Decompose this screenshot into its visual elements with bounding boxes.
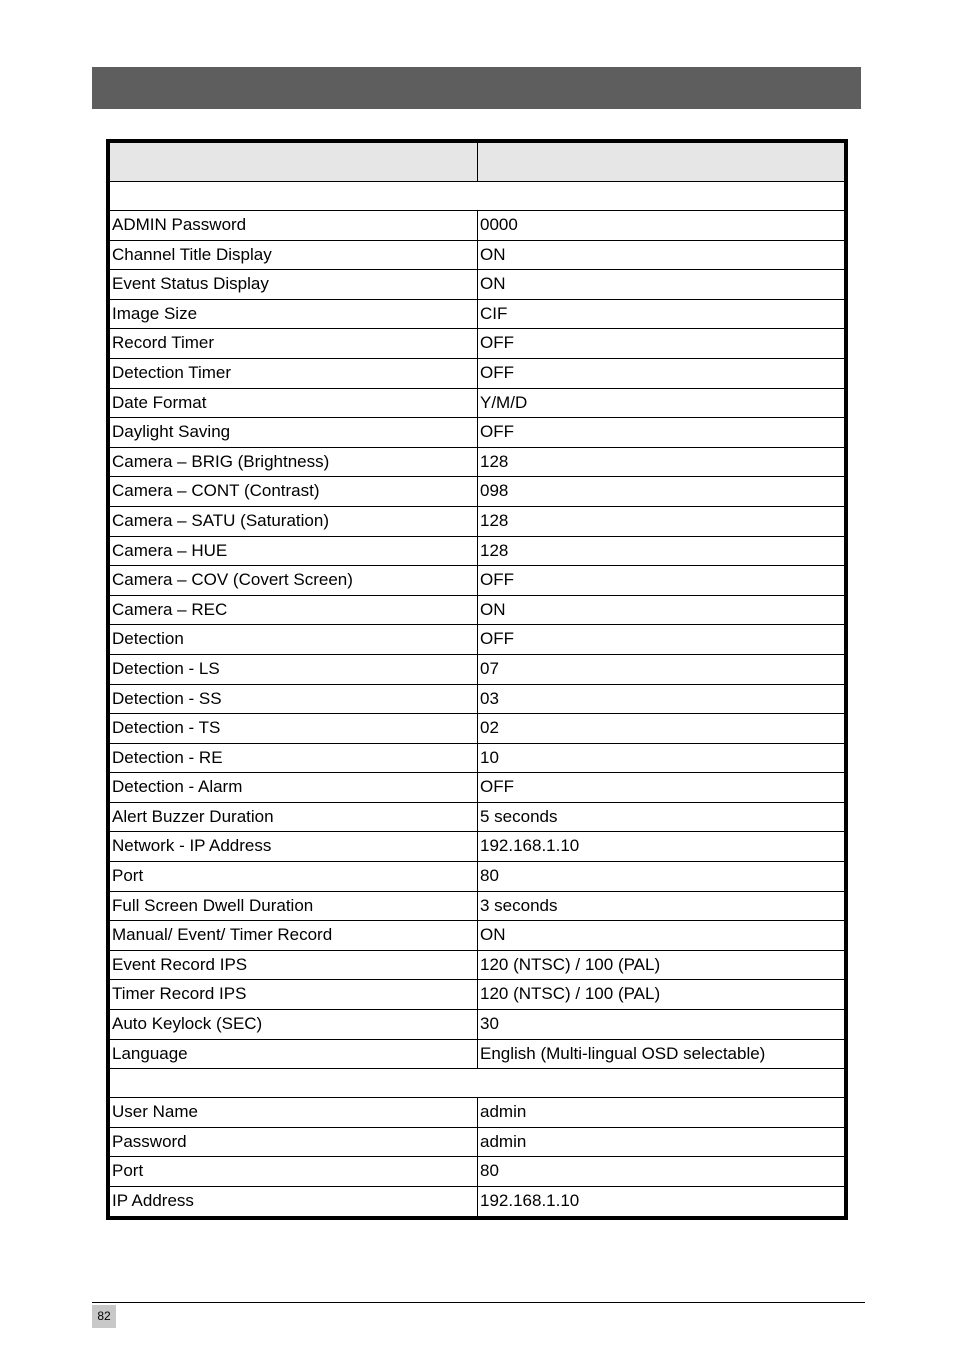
table-row	[110, 773, 845, 803]
setting-name-cell: Event Status Display	[110, 270, 478, 300]
setting-value-cell: 80	[478, 1157, 845, 1187]
setting-name-cell: Image Size	[110, 299, 478, 329]
setting-name-cell: Manual/ Event/ Timer Record	[110, 921, 478, 951]
table-row	[110, 595, 845, 625]
setting-name-cell: Port	[110, 862, 478, 892]
default-settings-table	[106, 139, 848, 1220]
header-cell-value	[478, 143, 845, 182]
table-row	[110, 536, 845, 566]
setting-name-cell: Record Timer	[110, 329, 478, 359]
setting-name-cell: IP Address	[110, 1187, 478, 1217]
table-row	[110, 211, 845, 241]
setting-value-cell: OFF	[478, 566, 845, 596]
table-row	[110, 418, 845, 448]
setting-value-cell: ON	[478, 240, 845, 270]
setting-value-cell: admin	[478, 1127, 845, 1157]
chapter-header-bar	[92, 67, 861, 109]
table-row	[110, 802, 845, 832]
table-row	[110, 566, 845, 596]
setting-name-cell: Camera – REC	[110, 595, 478, 625]
page-number: 82	[92, 1305, 116, 1328]
setting-value-cell: OFF	[478, 329, 845, 359]
setting-value-cell: 128	[478, 536, 845, 566]
setting-value-cell: 120 (NTSC) / 100 (PAL)	[478, 950, 845, 980]
table-row	[110, 1127, 845, 1157]
setting-name-cell: Network - IP Address	[110, 832, 478, 862]
setting-value-cell: ON	[478, 270, 845, 300]
table-row	[110, 1187, 845, 1217]
setting-value-cell: CIF	[478, 299, 845, 329]
table-row	[110, 714, 845, 744]
section-label-2	[110, 1069, 845, 1098]
table-row	[110, 891, 845, 921]
setting-name-cell: Date Format	[110, 388, 478, 418]
table-row	[110, 506, 845, 536]
table-row	[110, 477, 845, 507]
setting-value-cell: 3 seconds	[478, 891, 845, 921]
section-row-2	[110, 1069, 845, 1098]
setting-value-cell: 128	[478, 506, 845, 536]
setting-name-cell: Daylight Saving	[110, 418, 478, 448]
setting-value-cell: 192.168.1.10	[478, 1187, 845, 1217]
header-cell-item	[110, 143, 478, 182]
table-row	[110, 1098, 845, 1128]
table-row	[110, 625, 845, 655]
setting-value-cell: OFF	[478, 418, 845, 448]
table-row	[110, 240, 845, 270]
setting-value-cell: 02	[478, 714, 845, 744]
setting-name-cell: Full Screen Dwell Duration	[110, 891, 478, 921]
setting-name-cell: Detection - LS	[110, 654, 478, 684]
table-row	[110, 684, 845, 714]
setting-value-cell: 03	[478, 684, 845, 714]
setting-name-cell: Alert Buzzer Duration	[110, 802, 478, 832]
table-row	[110, 358, 845, 388]
setting-value-cell: OFF	[478, 625, 845, 655]
setting-value-cell: 5 seconds	[478, 802, 845, 832]
setting-name-cell: Camera – HUE	[110, 536, 478, 566]
section-label-1	[110, 182, 845, 211]
table-row	[110, 329, 845, 359]
setting-value-cell: Y/M/D	[478, 388, 845, 418]
setting-name-cell: Detection	[110, 625, 478, 655]
table-row	[110, 921, 845, 951]
setting-name-cell: Detection - Alarm	[110, 773, 478, 803]
setting-value-cell: 30	[478, 1010, 845, 1040]
table-row	[110, 980, 845, 1010]
setting-value-cell: 0000	[478, 211, 845, 241]
table-row	[110, 832, 845, 862]
setting-value-cell: English (Multi-lingual OSD selectable)	[478, 1039, 845, 1069]
setting-value-cell: 120 (NTSC) / 100 (PAL)	[478, 980, 845, 1010]
table-row	[110, 1010, 845, 1040]
table-row	[110, 388, 845, 418]
setting-value-cell: 07	[478, 654, 845, 684]
setting-name-cell: Auto Keylock (SEC)	[110, 1010, 478, 1040]
setting-value-cell: 80	[478, 862, 845, 892]
setting-value-cell: 098	[478, 477, 845, 507]
setting-name-cell: Camera – BRIG (Brightness)	[110, 447, 478, 477]
setting-value-cell: 128	[478, 447, 845, 477]
setting-name-cell: Camera – SATU (Saturation)	[110, 506, 478, 536]
table-row	[110, 447, 845, 477]
setting-value-cell: ON	[478, 595, 845, 625]
setting-name-cell: Detection Timer	[110, 358, 478, 388]
table-header-row	[110, 143, 845, 182]
setting-name-cell: Event Record IPS	[110, 950, 478, 980]
setting-value-cell: 192.168.1.10	[478, 832, 845, 862]
table-row	[110, 950, 845, 980]
setting-name-cell: Channel Title Display	[110, 240, 478, 270]
table-row	[110, 299, 845, 329]
table-row	[110, 270, 845, 300]
setting-name-cell: User Name	[110, 1098, 478, 1128]
setting-value-cell: OFF	[478, 358, 845, 388]
setting-value-cell: admin	[478, 1098, 845, 1128]
setting-name-cell: Password	[110, 1127, 478, 1157]
setting-name-cell: Detection - RE	[110, 743, 478, 773]
setting-name-cell: Language	[110, 1039, 478, 1069]
setting-value-cell: 10	[478, 743, 845, 773]
footer-divider	[92, 1302, 865, 1303]
setting-name-cell: Detection - TS	[110, 714, 478, 744]
table-row	[110, 862, 845, 892]
setting-name-cell: Detection - SS	[110, 684, 478, 714]
setting-name-cell: Timer Record IPS	[110, 980, 478, 1010]
setting-value-cell: ON	[478, 921, 845, 951]
setting-name-cell: Camera – CONT (Contrast)	[110, 477, 478, 507]
table-row	[110, 743, 845, 773]
setting-name-cell: Camera – COV (Covert Screen)	[110, 566, 478, 596]
setting-name-cell: Port	[110, 1157, 478, 1187]
table-row	[110, 1039, 845, 1069]
setting-name-cell: ADMIN Password	[110, 211, 478, 241]
setting-value-cell: OFF	[478, 773, 845, 803]
section-row-1	[110, 182, 845, 211]
table-row	[110, 654, 845, 684]
table-row	[110, 1157, 845, 1187]
